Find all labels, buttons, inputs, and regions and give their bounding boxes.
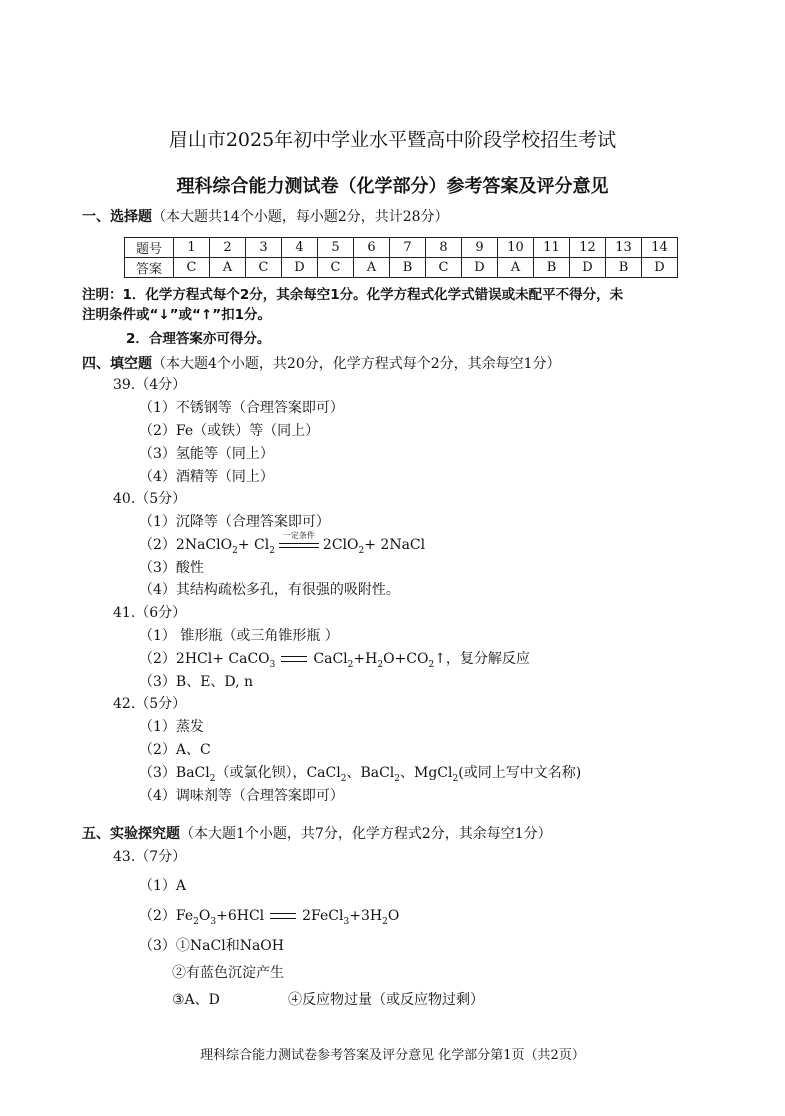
condition-equals-sign: [279, 531, 319, 552]
q41-title: 41.（6分）: [113, 605, 187, 621]
question-number-cell: 10: [498, 238, 534, 258]
subscript: 3: [269, 659, 276, 670]
q40-eq-reactant-2: + Cl: [237, 537, 270, 553]
question-number-cell: 2: [210, 238, 246, 258]
q41-eq-right: CaCl: [313, 651, 348, 667]
subscript: 2: [209, 773, 216, 784]
question-number-cell: 11: [534, 238, 570, 258]
q39-item-2: （2）Fe（或铁）等（同上）: [139, 423, 320, 439]
question-number-cell: 1: [174, 238, 210, 258]
section5-desc: （本大题1个小题，共7分，化学方程式2分，其余每空1分）: [180, 826, 552, 842]
answer-table-number-label: 题号: [125, 238, 174, 258]
question-number-cell: 3: [246, 238, 282, 258]
answer-cell: C: [246, 258, 282, 278]
question-number-cell: 5: [318, 238, 354, 258]
q42-item-1: （1）蒸发: [139, 719, 204, 735]
subscript: 3: [210, 916, 217, 927]
q43-eq: O: [198, 908, 211, 924]
subscript: 2: [428, 659, 435, 670]
subscript: 2: [394, 773, 401, 784]
subscript: 2: [377, 659, 384, 670]
subscript: 2: [193, 916, 199, 927]
q40-item-4: （4）其结构疏松多孔，有很强的吸附性。: [139, 582, 400, 598]
q39-title: 39.（4分）: [113, 377, 187, 393]
q42-item-4: （4）调味剂等（合理答案即可）: [139, 788, 344, 804]
q43-item-2: [139, 907, 399, 931]
question-number-cell: 12: [570, 238, 606, 258]
answer-cell: A: [498, 258, 534, 278]
answer-cell: D: [462, 258, 498, 278]
section1-header: [82, 208, 449, 226]
q40-title: 40.（5分）: [113, 491, 187, 507]
equals-bars: [279, 543, 319, 548]
section1-heading: 一、选择题: [82, 209, 152, 225]
answer-table: [124, 237, 678, 278]
section4-desc: （本大题4个小题，共20分，化学方程式每个2分，其余每空1分）: [152, 356, 561, 372]
question-number-cell: 9: [462, 238, 498, 258]
q42-text: 、BaCl: [346, 765, 395, 781]
q39-item-3: （3）氢能等（同上）: [139, 446, 274, 462]
q40-item-1: （1）沉降等（合理答案即可）: [139, 514, 330, 530]
answer-cell: C: [318, 258, 354, 278]
note-line-1: 注明：1．化学方程式每个2分，其余每空1分。化学方程式化学式错误或未配平不得分，未: [82, 287, 624, 303]
equals-sign: [281, 656, 307, 662]
q43-eq: O: [387, 908, 400, 924]
subscript: 2: [269, 545, 275, 556]
note-line-2: 注明条件或“↓”或“↑”扣1分。: [82, 307, 272, 323]
answer-cell: B: [534, 258, 570, 278]
answer-cell: D: [282, 258, 318, 278]
question-number-cell: 4: [282, 238, 318, 258]
q43-eq: +3H: [349, 908, 383, 924]
q43-eq: 2FeCl: [302, 908, 344, 924]
q43-title: 43.（7分）: [113, 849, 187, 865]
section4-heading: 四、填空题: [82, 356, 152, 372]
subscript: 2: [347, 659, 354, 670]
section4-header: [82, 355, 561, 373]
question-number-cell: 7: [390, 238, 426, 258]
q42-title: 42.（5分）: [113, 696, 187, 712]
q42-text: （3）BaCl: [139, 765, 210, 781]
section5-header: [82, 825, 552, 843]
q40-item-2: [139, 531, 426, 560]
q40-eq-reactant-1: （2）2NaClO: [139, 537, 233, 553]
answer-cell: D: [570, 258, 606, 278]
q41-eq-right: +H: [353, 651, 378, 667]
q42-text: (或同上写中文名称): [458, 765, 582, 781]
q43-item-3d: ④反应物过量（或反应物过剩）: [288, 992, 484, 1008]
equals-sign: [270, 913, 296, 919]
q41-item-1: （1） 锥形瓶（或三角锥形瓶 ）: [139, 628, 339, 644]
q43-item-3a: （3）①NaCl和NaOH: [139, 938, 284, 954]
q39-item-1: （1）不锈钢等（合理答案即可）: [139, 400, 344, 416]
section5-heading: 五、实验探究题: [82, 826, 180, 842]
q41-eq-right: O+CO: [383, 651, 429, 667]
answer-cell: B: [390, 258, 426, 278]
q40-eq-product-2: + 2NaCl: [364, 537, 426, 553]
subscript: 2: [382, 916, 388, 927]
q41-eq-left: （2）2HCl+ CaCO: [139, 651, 270, 667]
note-line-3: 2．合理答案亦可得分。: [126, 331, 271, 347]
page-subtitle: 理科综合能力测试卷（化学部分）参考答案及评分意见: [176, 176, 609, 197]
q41-item-2: [139, 650, 530, 674]
subscript: 2: [340, 773, 347, 784]
reaction-condition: 一定条件: [282, 531, 315, 540]
subscript: 2: [452, 773, 459, 784]
answer-cell: C: [174, 258, 210, 278]
q40-eq-product-1: 2ClO: [322, 537, 359, 553]
answer-cell: A: [354, 258, 390, 278]
page-footer: 理科综合能力测试卷参考答案及评分意见 化学部分第1页（共2页）: [200, 1048, 585, 1063]
answer-cell: D: [642, 258, 678, 278]
q42-text: （或氯化钡），CaCl: [215, 765, 341, 781]
answer-cell: A: [210, 258, 246, 278]
q40-item-3: （3）酸性: [139, 560, 204, 576]
answer-table-number-row: [125, 238, 678, 258]
section1-desc: （本大题共14个小题，每小题2分，共计28分）: [152, 209, 449, 225]
question-number-cell: 6: [354, 238, 390, 258]
q42-item-2: （2）A、C: [139, 742, 211, 758]
answer-table-answer-row: [125, 258, 678, 278]
answer-table-answer-label: 答案: [125, 258, 174, 278]
subscript: 2: [232, 545, 238, 556]
q43-eq: （2）Fe: [139, 908, 194, 924]
subscript: 2: [358, 545, 365, 556]
answer-cell: B: [606, 258, 642, 278]
q42-item-3: [139, 764, 581, 788]
question-number-cell: 13: [606, 238, 642, 258]
answer-cell: C: [426, 258, 462, 278]
q39-item-4: （4）酒精等（同上）: [139, 469, 274, 485]
q41-eq-right: ↑，复分解反应: [434, 651, 530, 667]
question-number-cell: 8: [426, 238, 462, 258]
q42-text: 、MgCl: [400, 765, 453, 781]
subscript: 3: [343, 916, 350, 927]
q43-item-3b: ②有蓝色沉淀产生: [172, 965, 284, 981]
q43-eq: +6HCl: [216, 908, 265, 924]
q43-item-1: （1）A: [139, 878, 187, 894]
q41-item-3: （3）B、E、D, n: [139, 674, 254, 690]
question-number-cell: 14: [642, 238, 678, 258]
page-title: 眉山市2025年初中学业水平暨高中阶段学校招生考试: [168, 129, 617, 151]
q43-item-3c: ③A、D: [172, 992, 220, 1008]
